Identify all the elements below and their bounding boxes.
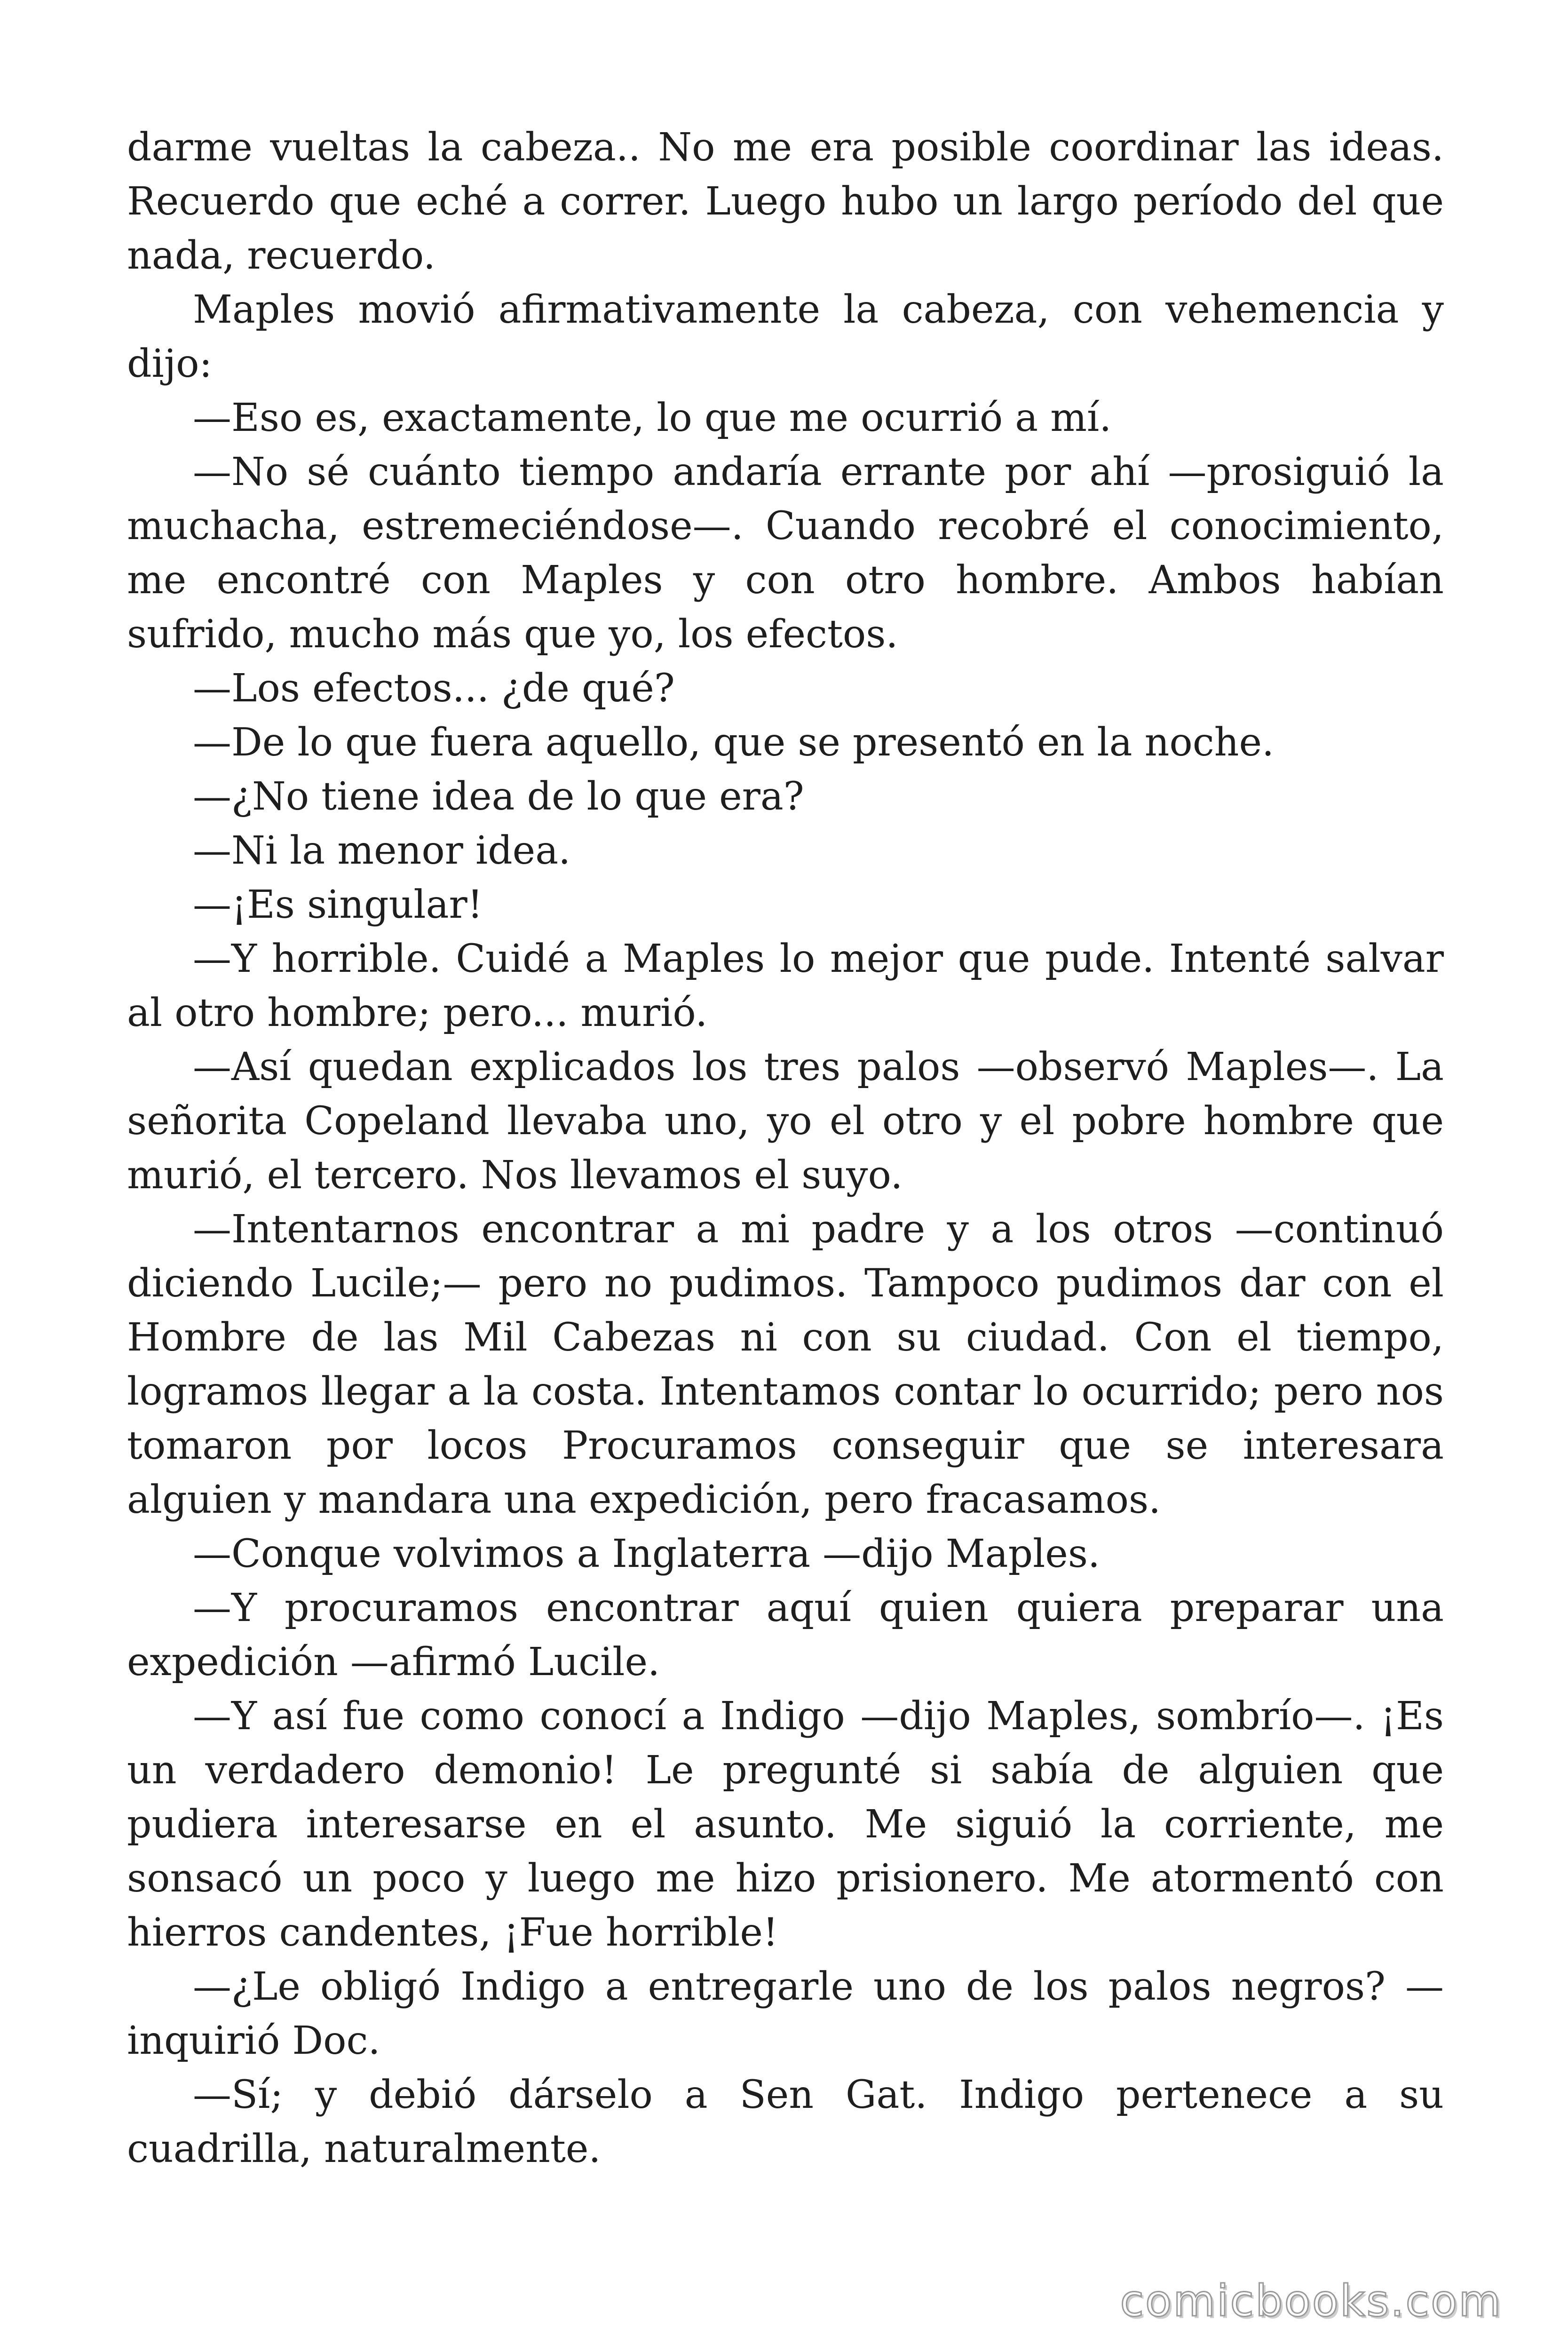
paragraph-9: —¡Es singular! [193, 882, 483, 927]
paragraph-5: —Los efectos... ¿de qué? [193, 666, 675, 711]
paragraph-12: —Intentarnos encontrar a mi padre y a los otros —continuó diciendo Lucile;— pero no pudimos. Tampoco pudimos dar con el Hombre de las Mil Cabezas ni con su ciudad. Con el tiempo, logramos llegar a la costa. Intentamos contar lo ocurrido; pero nos tomaron por locos Procuramos conseguir que se interesara alguien y mandara una expedición, pero fracasamos. [127, 1207, 1444, 1522]
paragraph-15: —Y así fue como conocí a Indigo —dijo Maples, sombrío—. ¡Es un verdadero demonio! Le pregunté si sabía de alguien que pudiera interesarse en el asunto. Me siguió la corriente, me sonsacó un poco y luego me hizo prisionero. Me atormentó con hierros candentes, ¡Fue horrible! [127, 1694, 1444, 1955]
paragraph-11: —Así quedan explicados los tres palos —observó Maples—. La señorita Copeland llevaba uno, yo el otro y el pobre hombre que murió, el tercero. Nos llevamos el suyo. [127, 1045, 1444, 1198]
paragraph-14: —Y procuramos encontrar aquí quien quiera preparar una expedición —afirmó Lucile. [127, 1586, 1444, 1685]
paragraph-1: darme vueltas la cabeza.. No me era posible coordinar las ideas. Recuerdo que eché a correr. Luego hubo un largo período del que nada, recuerdo. [127, 125, 1444, 278]
paragraph-4: —No sé cuánto tiempo andaría errante por ahí —prosiguió la muchacha, estremeciéndose—. Cuando recobré el conocimiento, me encontré con Maples y con otro hombre. Ambos habían sufrido, mucho más que yo, los efectos. [127, 450, 1444, 657]
site-watermark: comicbooks.com [1120, 2276, 1502, 2326]
paragraph-2: Maples movió afirmativamente la cabeza, con vehemencia y dijo: [127, 287, 1444, 386]
paragraph-13: —Conque volvimos a Inglaterra —dijo Maples. [193, 1532, 1100, 1576]
paragraph-16: —¿Le obligó Indigo a entregarle uno de los palos negros? —inquirió Doc. [127, 1964, 1444, 2063]
paragraph-17: —Sí; y debió dárselo a Sen Gat. Indigo pertenece a su cuadrilla, naturalmente. [127, 2073, 1444, 2171]
paragraph-7: —¿No tiene idea de lo que era? [193, 774, 804, 819]
paragraph-8: —Ni la menor idea. [193, 828, 571, 873]
body-text [127, 120, 1444, 2176]
paragraph-3: —Eso es, exactamente, lo que me ocurrió a mí. [193, 396, 1112, 440]
paragraph-6: —De lo que fuera aquello, que se presentó en la noche. [193, 720, 1275, 765]
paragraph-10: —Y horrible. Cuidé a Maples lo mejor que pude. Intenté salvar al otro hombre; pero... murió. [127, 937, 1444, 1035]
